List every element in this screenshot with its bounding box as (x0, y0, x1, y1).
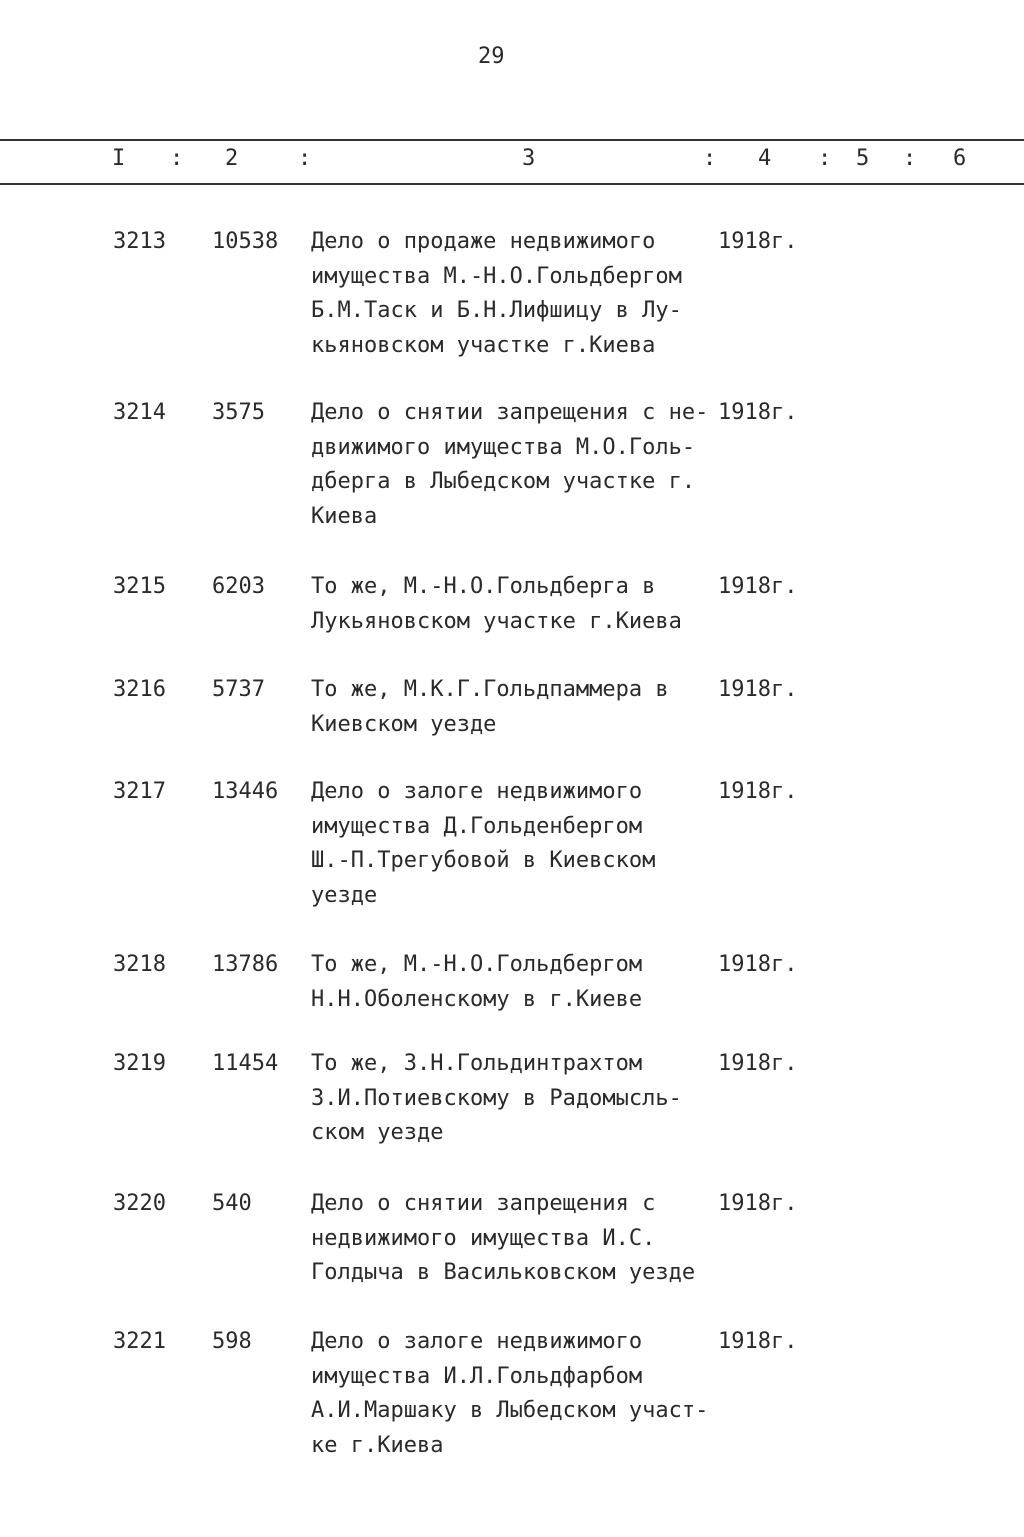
entry-description (311, 570, 741, 639)
file-number: 540 (212, 1191, 252, 1216)
entry-year: 1918г. (718, 229, 798, 254)
column-header: 6 (953, 146, 967, 171)
description-line: Дело о залоге недвижимого (311, 779, 643, 804)
file-number: 3575 (212, 400, 265, 425)
description-line: Киевском уезде (311, 711, 497, 737)
entry-description (311, 1187, 741, 1291)
entry-description (311, 673, 741, 742)
entry-number: 3217 (113, 779, 166, 804)
header-top-rule (0, 139, 1024, 141)
entry-description (311, 1325, 741, 1463)
description-line: Киева (311, 503, 378, 529)
entry-description (311, 948, 741, 1017)
description-line: То же, М.-Н.О.Гольдбергом (311, 952, 643, 977)
column-separator: : (170, 146, 184, 171)
entry-description (311, 775, 741, 913)
entry-number: 3215 (113, 574, 166, 599)
column-separator: : (818, 146, 832, 171)
file-number: 6203 (212, 574, 265, 599)
file-number: 11454 (212, 1051, 279, 1076)
header-bottom-rule (0, 183, 1024, 185)
description-line: ском уезде (311, 1120, 444, 1145)
entry-year: 1918г. (718, 677, 798, 702)
entry-number: 3214 (113, 400, 166, 425)
description-line: Дело о снятии запрещения с (311, 1191, 656, 1216)
description-line: Голдыча в Васильковском уезде (311, 1260, 696, 1285)
description-line: движимого имущества М.О.Голь- (311, 434, 696, 460)
description-line: А.И.Маршаку в Лыбедском участ- (311, 1398, 709, 1423)
entry-description (311, 1047, 741, 1151)
description-line: Дело о залоге недвижимого (311, 1329, 643, 1354)
column-separator: : (703, 146, 717, 171)
entry-description (311, 225, 741, 363)
entry-year: 1918г. (718, 400, 798, 425)
description-line: То же, М.К.Г.Гольдпаммера в (311, 677, 669, 702)
entry-number: 3216 (113, 677, 166, 702)
column-header: 3 (522, 146, 536, 171)
entry-year: 1918г. (718, 779, 798, 804)
file-number: 598 (212, 1329, 252, 1354)
entry-description (311, 396, 741, 534)
file-number: 5737 (212, 677, 265, 702)
entry-year: 1918г. (718, 1191, 798, 1216)
column-separator: : (298, 146, 312, 171)
entry-year: 1918г. (718, 952, 798, 977)
description-line: имущества М.-Н.О.Гольдбергом (311, 263, 682, 289)
page-number: 29 (478, 44, 505, 69)
description-line: дберга в Лыбедском участке г. (311, 469, 696, 494)
entry-number: 3213 (113, 229, 166, 254)
entry-number: 3219 (113, 1051, 166, 1076)
column-header: I (112, 146, 126, 171)
file-number: 13446 (212, 779, 279, 804)
description-line: Лукьяновском участке г.Киева (311, 608, 682, 634)
description-line: Дело о продаже недвижимого (311, 229, 656, 254)
description-line: Б.М.Таск и Б.Н.Лифшицу в Лу- (311, 298, 682, 323)
file-number: 10538 (212, 229, 279, 254)
entry-number: 3218 (113, 952, 166, 977)
description-line: То же, З.Н.Гольдинтрахтом (311, 1051, 643, 1076)
description-line: З.И.Потиевскому в Радомысль- (311, 1085, 682, 1111)
file-number: 13786 (212, 952, 279, 977)
column-header: 4 (758, 146, 772, 171)
description-line: Дело о снятии запрещения с не- (311, 400, 709, 425)
description-line: Н.Н.Оболенскому в г.Киеве (311, 986, 643, 1012)
description-line: ке г.Киева (311, 1432, 444, 1458)
description-line: кьяновском участке г.Киева (311, 332, 656, 358)
description-line: уезде (311, 882, 378, 908)
description-line: имущества Д.Гольденбергом (311, 813, 643, 839)
description-line: То же, М.-Н.О.Гольдберга в (311, 574, 656, 599)
entry-year: 1918г. (718, 1329, 798, 1354)
column-separator: : (903, 146, 917, 171)
entry-number: 3221 (113, 1329, 166, 1354)
entry-number: 3220 (113, 1191, 166, 1216)
entry-year: 1918г. (718, 1051, 798, 1076)
description-line: Ш.-П.Трегубовой в Киевском (311, 848, 656, 873)
description-line: имущества И.Л.Гольдфарбом (311, 1363, 643, 1389)
entry-year: 1918г. (718, 574, 798, 599)
column-header: 5 (856, 146, 870, 171)
column-header: 2 (225, 146, 239, 171)
description-line: недвижимого имущества И.С. (311, 1225, 656, 1251)
